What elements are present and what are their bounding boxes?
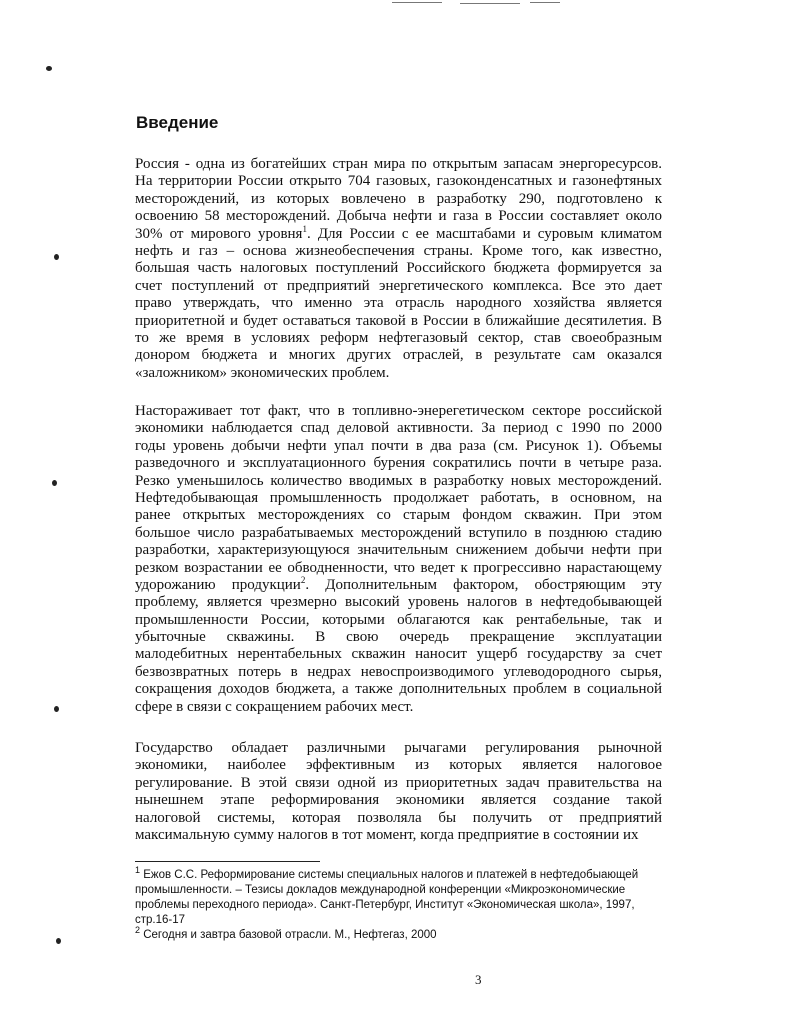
text-line: нынешнем этапе реформирования экономики является создание такой (135, 792, 662, 809)
scan-artifact (392, 2, 442, 3)
text-line: регулирование. В этой связи одной из приоритетных задач правительства на (135, 774, 662, 791)
text-line: годы уровень добычи нефти упал почти в два раза (см. Рисунок 1). Объемы (135, 437, 662, 454)
text-line: сфере в связи с сокращением рабочих мест. (135, 698, 414, 715)
text-line: экономики наблюдается спад деловой активности. За период с 1990 по 2000 (135, 420, 662, 437)
text-line: сокращения доходов бюджета, а также дополнительных проблем в социальной (135, 681, 662, 698)
text-line: Нефтедобывающая промышленность продолжает работать, в основном, на (135, 489, 662, 506)
text-line: налоговой системы, которая позволяла бы получить от предприятий (135, 809, 662, 826)
scan-dot (56, 938, 61, 944)
text-line: резком возрастании ее обводненности, что ведет к прогрессивно нарастающему (135, 559, 662, 576)
text-line: промышленности России, которыми облагаются как рентабельные, так и (135, 611, 662, 628)
page-number: 3 (475, 972, 482, 987)
text-line: разведочного и эксплуатационного бурения сократились почти в четыре раза. (135, 455, 662, 472)
text-line: малодебитных нерентабельных скважин наносит ущерб государству за счет (135, 646, 662, 663)
footnote-ref: 1 (302, 223, 307, 234)
scan-dot (54, 706, 59, 712)
scan-artifact (530, 2, 560, 3)
text-line: Россия - одна из богатейших стран мира по открытым запасам энергоресурсов. (135, 156, 662, 172)
text-line: «заложником» экономических проблем. (135, 364, 390, 381)
paragraph-1 (135, 156, 662, 382)
text-line: безвозвратных потерь в недрах невоспроизводимого углеводородного сырья, (135, 663, 662, 680)
text-line: приоритетной и будет оставаться таковой в России в ближайшие десятилетия. В (135, 312, 662, 329)
text-line: счет поступлений от предприятий энергетического комплекса. Все это дает (135, 277, 662, 294)
text-line: ранее открытых месторождениях со старым фондом скважин. При этом (135, 507, 662, 524)
text-line: удорожанию продукции$^2$. Дополнительным фактором, обостряющим эту (135, 574, 662, 593)
text-line: Настораживает тот факт, что в топливно-энерегетическом секторе российской (135, 403, 662, 419)
text-line: большая часть налоговых поступлений Российского бюджета формируется за (135, 260, 662, 277)
text-line: месторождений, из которых вовлечено в разработку 290, подготовлено к (135, 190, 662, 207)
section-heading: Введение (136, 113, 219, 132)
text-line: экономики, наиболее эффективным из которых является налоговое (135, 757, 662, 774)
footnote-rule (135, 861, 320, 862)
text-line: освоению 58 месторождений. Добыча нефти и газа в России составляет около (135, 208, 662, 225)
text-line: большое число разрабатываемых месторождений вступило в позднюю стадию (135, 524, 662, 541)
scan-artifact (460, 3, 520, 4)
text-line: Резко уменьшилось количество вводимых в разработку новых месторождений. (135, 472, 662, 489)
text-line: то же время в условиях реформ нефтегазовый сектор, став своеобразным (135, 329, 662, 346)
footnote-1: $^1$ Ежов С.С. Реформирование системы специальных налогов и платежей в нефтедобыающей промышленности. – Тезисы докладов международной конференции «Микроэкономические проблемы переходного периода». Санкт-Петербург, Институт «Экономическая школа», 1997, стр.16-17 (135, 865, 639, 926)
footnote-ref: 2 (300, 574, 306, 585)
text-line: разработки, характеризующуюся значительным снижением добычи нефти при (135, 542, 662, 559)
text-line: максимальную сумму налогов в тот момент, когда предприятие в состоянии их (135, 826, 639, 843)
text-line: На территории России открыто 704 газовых, газоконденсатных и газонефтяных (135, 173, 662, 190)
text-line: 30% от мирового уровня$^1$. Для России с ее масштабами и суровым климатом (135, 223, 662, 242)
text-line: нефть и газ – основа жизнеобеспечения страны. Кроме того, как известно, (135, 242, 662, 259)
scan-dot (46, 66, 52, 71)
text-line: Государство обладает различными рычагами регулирования рыночной (135, 740, 662, 756)
text-line: право утверждать, что именно эта отрасль народного хозяйства является (135, 295, 662, 312)
text-line: проблему, является чрезмерно высокий уровень налогов в нефтедобывающей (135, 594, 662, 611)
text-line: убыточные скважины. В свою очередь прекращение эксплуатации (135, 629, 662, 646)
scan-dot (52, 480, 57, 486)
text-line: донором бюджета и многих других отраслей, в результате сам оказался (135, 347, 662, 364)
footnote-2: $^2$ Сегодня и завтра базовой отрасли. М., Нефтегаз, 2000 (135, 925, 437, 941)
paragraph-3 (135, 740, 662, 844)
scan-dot (54, 254, 59, 260)
paragraph-2 (135, 403, 662, 716)
